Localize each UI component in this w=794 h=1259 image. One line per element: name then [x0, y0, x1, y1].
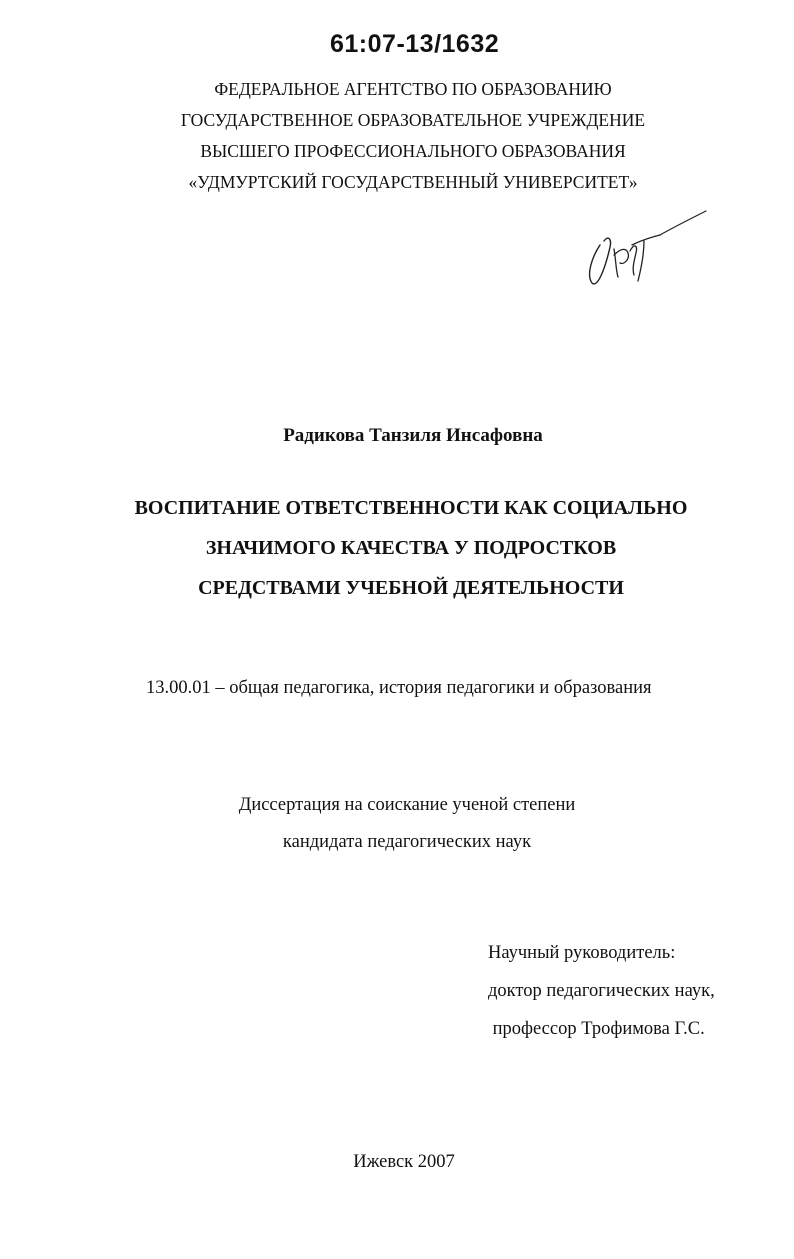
supervisor-name: профессор Трофимова Г.С. — [488, 1019, 705, 1039]
title-line-3: СРЕДСТВАМИ УЧЕБНОЙ ДЕЯТЕЛЬНОСТИ — [198, 577, 624, 599]
title-line-1: ВОСПИТАНИЕ ОТВЕТСТВЕННОСТИ КАК СОЦИАЛЬНО — [134, 497, 688, 519]
handwritten-signature — [574, 205, 714, 290]
supervisor-degree: доктор педагогических наук, — [488, 981, 715, 1001]
specialty-code: 13.00.01 – общая педагогика, история педагогики и образования — [146, 678, 652, 698]
supervisor-heading: Научный руководитель: — [488, 943, 676, 963]
organization-line-3: ВЫСШЕГО ПРОФЕССИОНАЛЬНОГО ОБРАЗОВАНИЯ — [200, 141, 626, 161]
organization-line-4: «УДМУРТСКИЙ ГОСУДАРСТВЕННЫЙ УНИВЕРСИТЕТ» — [188, 172, 638, 192]
library-stamp-number: 61:07-13/1632 — [330, 30, 500, 58]
title-line-2: ЗНАЧИМОГО КАЧЕСТВА У ПОДРОСТКОВ — [205, 537, 617, 559]
degree-line-2: кандидата педагогических наук — [282, 832, 532, 852]
city-year: Ижевск 2007 — [353, 1152, 455, 1172]
author-name: Радикова Танзиля Инсафовна — [283, 425, 543, 446]
organization-line-2: ГОСУДАРСТВЕННОЕ ОБРАЗОВАТЕЛЬНОЕ УЧРЕЖДЕНИЕ — [180, 110, 646, 130]
degree-line-1: Диссертация на соискание ученой степени — [238, 795, 576, 815]
organization-line-1: ФЕДЕРАЛЬНОЕ АГЕНТСТВО ПО ОБРАЗОВАНИЮ — [214, 79, 612, 99]
